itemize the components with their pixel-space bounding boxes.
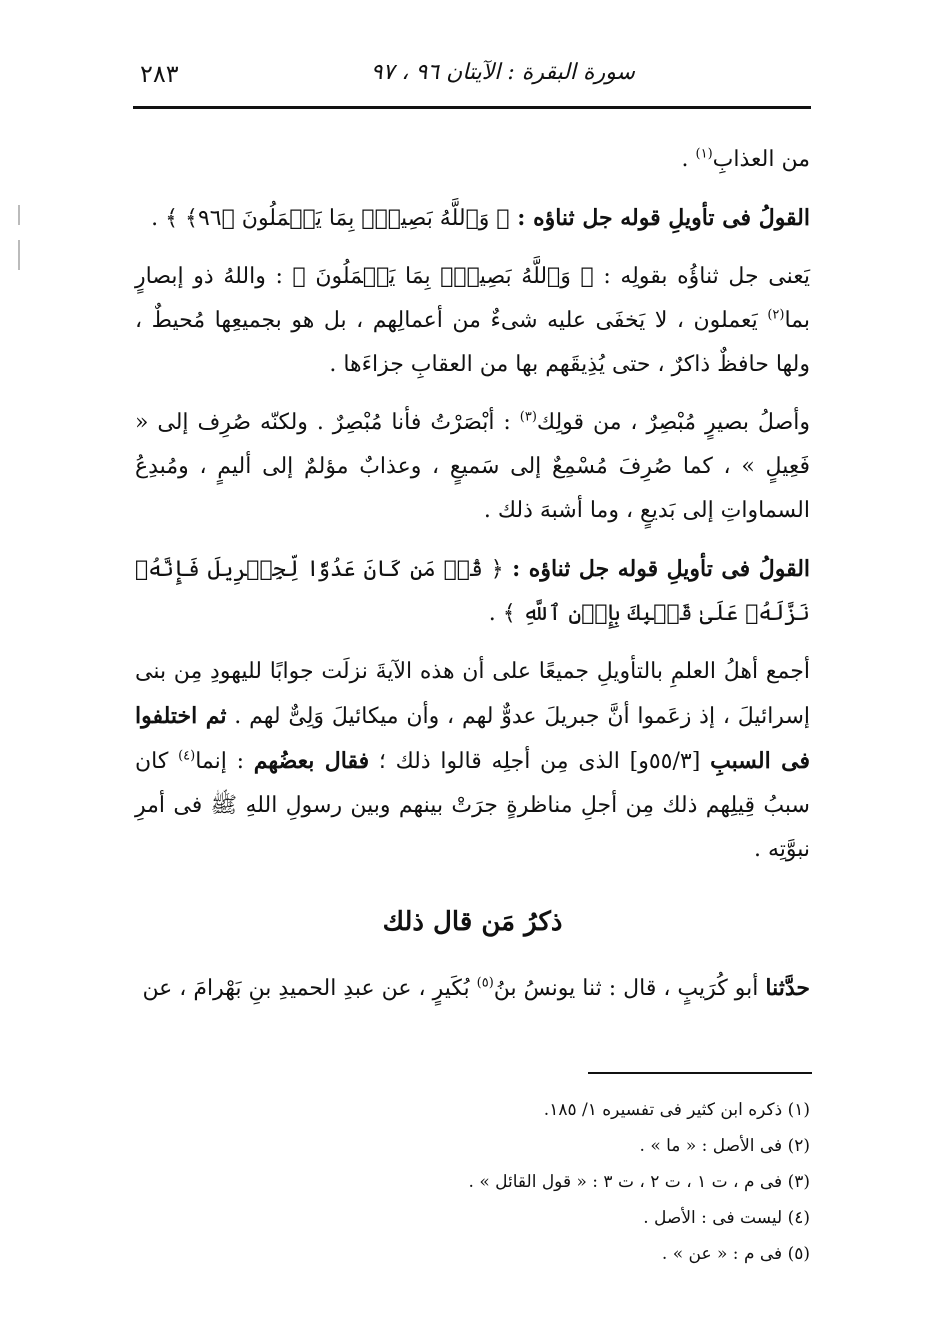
footnote-ref-2: (٢) xyxy=(767,307,785,323)
section-title: القولُ فى تأويلِ قوله جل ثناؤه : xyxy=(503,556,811,582)
quran-verse: ﴿ قُلۡ مَن كَانَ عَدُوّٗا لِّجِبۡرِيلَ فَإِنَّهُۥ نَزَّلَهُۥ عَلَىٰ قَلۡبِكَ بِإِذۡنِ ٱللَّهِ ﴾ xyxy=(135,557,810,626)
margin-mark xyxy=(18,205,20,225)
section-title: القولُ فى تأويلِ قوله جل ثناؤه : xyxy=(509,205,810,231)
bold-phrase: فقال بعضُهم xyxy=(253,748,370,774)
text: . xyxy=(681,147,696,172)
text: بُكَيرٍ ، عن عبدِ الحميدِ بنِ بَهْرامَ ، عن xyxy=(142,976,477,1001)
text: أجمع أهلُ العلمِ بالتأويلِ جميعًا على أن هذه الآيةَ نزلَت جوابًا لليهودِ مِن بنى إسرائيلَ ، إذ زعَموا أنَّ جبريلَ عدوٌّ لهم ، وأن ميكائيلَ وَلِىٌّ لهم . xyxy=(135,659,810,729)
footnote-ref-4: (٤) xyxy=(178,748,196,764)
section-heading: ذكرُ مَن قال ذلك xyxy=(382,907,563,937)
text: : واللهُ ذو إبصارٍ بما xyxy=(135,264,810,333)
quran-verse: ﴿ وَٱللَّهُ بَصِيرُۢ بِمَا يَعۡمَلُونَ ﴿٩٦﴾ ﴾ xyxy=(165,206,510,231)
text: : أبْصَرْتُ فأنا مُبْصِرٌ . ولكنّه صُرِف إلى « فَعِيلٍ » ، كما صُرِفَ مُسْمِعٌ إلى سَميعٍ ، وعذابٌ مؤلمٌ إلى أليمٍ ، ومُبدِعُ السماواتِ إلى بَديعٍ ، وما أشبهَ ذلك . xyxy=(135,410,810,523)
footnote-ref-1: (١) xyxy=(695,146,713,162)
footnote: (٥) فى م : « عن » . xyxy=(661,1244,810,1264)
footnote: (٢) فى الأصل : « ما » . xyxy=(639,1136,810,1156)
text: . xyxy=(488,601,503,626)
footnote: (٤) ليست فى : الأصل . xyxy=(643,1208,810,1228)
paragraph-7 xyxy=(135,966,810,1011)
page-header xyxy=(130,58,810,98)
paragraph-6 xyxy=(135,650,810,872)
text: : إنما xyxy=(195,749,254,774)
text: . xyxy=(151,206,166,231)
footnote-ref-3: (٣) xyxy=(519,409,537,425)
quran-verse: ﴿ وَٱللَّهُ بَصِيرُۢ بِمَا يَعۡمَلُونَ ﴾ xyxy=(292,264,594,289)
text: من العذابِ xyxy=(712,147,810,172)
surah-title: سورة البقرة : الآيتان ٩٦ ، ٩٧ xyxy=(370,60,635,85)
text: أبو كُرَيبٍ ، قال : ثنا يونسُ بنُ xyxy=(493,976,766,1001)
margin-mark xyxy=(18,240,20,270)
header-rule xyxy=(133,106,811,109)
paragraph-1 xyxy=(135,138,810,182)
paragraph-4 xyxy=(135,401,810,533)
footnote: (٣) فى م ، ت ١ ، ت ٢ ، ت ٣ : « قول القائل » . xyxy=(468,1172,810,1192)
text: [٥٥/٣و] الذى مِن أجلِه قالوا ذلك ؛ xyxy=(369,749,711,774)
text: وأصلُ بصيرٍ مُبْصِرٌ ، من قولِك xyxy=(536,410,811,435)
footnote-ref-5: (٥) xyxy=(476,975,494,991)
footnote: (١) ذكره ابن كثير فى تفسيره ١/ ١٨٥. xyxy=(543,1100,810,1120)
page-number: ٢٨٣ xyxy=(140,60,179,88)
text: كان سببُ قِيلِهم ذلك مِن أجلِ مناظرةٍ جرَتْ بينهم وبين رسولِ اللهِ ﷺ فى أمرِ نبوَّتِه . xyxy=(135,749,810,862)
footnote-divider xyxy=(588,1072,812,1074)
text: يَعنى جل ثناؤُه بقولِه : xyxy=(593,264,810,289)
paragraph-3 xyxy=(135,255,810,387)
footnotes xyxy=(135,1092,810,1272)
paragraph-2 xyxy=(135,196,810,241)
paragraph-5 xyxy=(135,547,810,636)
bold-phrase: حدَّثنا xyxy=(765,975,810,1001)
main-text xyxy=(135,138,810,1025)
bold-phrase: ثم اختلفوا فى السببِ xyxy=(135,703,811,774)
text: يَعملون ، لا يَخفَى عليه شىءٌ من أعمالِهم ، بل هو بجميعِها مُحيطٌ ، ولها حافظٌ ذاكرٌ ، حتى يُذِيقَهم بها من العقابِ جزاءَها . xyxy=(135,308,810,377)
